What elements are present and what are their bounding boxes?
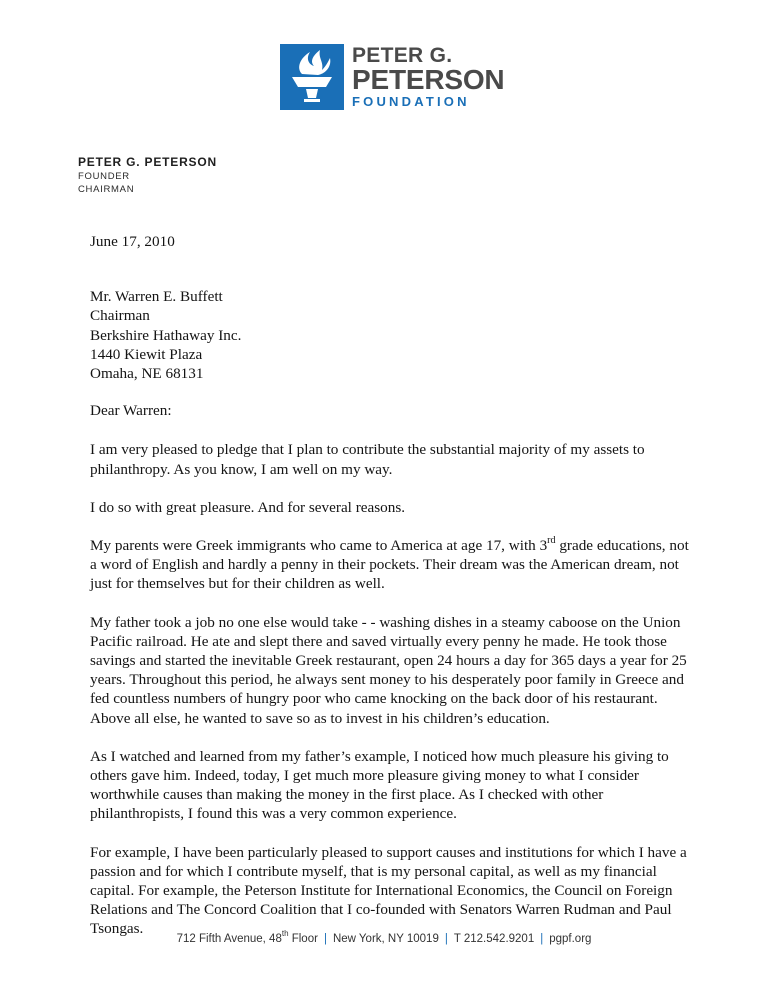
letter-date: June 17, 2010 [90,233,175,250]
torch-icon [280,44,344,110]
paragraph-3-start: My parents were Greek immigrants who came to America at age 17, with 3 [90,537,548,555]
footer-separator: | [540,933,544,945]
ordinal-suffix: rd [547,534,556,546]
logo-line-1: PETER G. [352,44,453,67]
sender-block [78,154,217,196]
address-line: Chairman [90,307,150,325]
sender-title-founder: FOUNDER [78,171,130,182]
sender-name: PETER G. PETERSON [78,155,217,169]
footer-separator: | [444,933,448,945]
paragraph-5: As I watched and learned from my father’s example, I noticed how much pleasure his giving to others gave him. Indeed, today, I get much more pleasure giving money to what I consider worthwhile causes than making the money in the first place. As I checked with other philanthropists, I found this was a very common experience. [90,747,669,823]
salutation: Dear Warren: [90,402,172,420]
paragraph-3 [90,536,690,594]
paragraph-4: My father took a job no one else would take - - washing dishes in a steamy caboose on the Union Pacific railroad. He ate and slept there and saved virtually every penny he made. He took those savings and started the inevitable Greek restaurant, open 24 hours a day for 365 days a year for 25 years. Throughout this period, he always sent money to his desperately poor family in Greece and fed countless numbers of hungry poor who came knocking on the back door of his restaurant. Above all else, he wanted to save so as to invest in his children’s education. [90,613,687,727]
footer-address-start: 712 Fifth Avenue, 48 [176,933,282,945]
address-line: 1440 Kiewit Plaza [90,345,203,363]
letter-body [90,232,690,958]
footer-ordinal: th [281,929,289,939]
footer-phone: T 212.542.9201 [453,933,535,945]
letterhead-footer [0,929,768,945]
address-line: Mr. Warren E. Buffett [90,288,223,306]
logo-line-3: FOUNDATION [352,94,470,109]
footer-address [176,929,318,945]
paragraph-3-end: grade educations, not a word of English and hardly a penny in their pockets. Their dream was the American dream, not just for themselves but for their children as well. [90,537,689,593]
sender-title-chairman: CHAIRMAN [78,184,135,195]
address-line: Omaha, NE 68131 [90,365,204,383]
footer-city: New York, NY 10019 [332,933,439,945]
paragraph-2: I do so with great pleasure. And for several reasons. [90,498,406,516]
paragraph-6: For example, I have been particularly pleased to support causes and institutions for which I have a passion and for which I contribute myself, that is my personal capital, as well as my financial capital. For example, the Peterson Institute for International Economics, the Council on Foreign Relations and The Concord Coalition that I co-founded with Senators Warren Rudman and Paul Tsongas. [90,843,687,938]
recipient-address [90,287,690,383]
logo-line-2: PETERSON [352,64,505,95]
paragraph-1: I am very pleased to pledge that I plan to contribute the substantial majority of my assets to philanthropy. As you know, I am well on my way. [90,441,645,478]
address-line: Berkshire Hathaway Inc. [90,326,242,344]
footer-address-end: Floor [288,933,318,945]
footer-website[interactable]: pgpf.org [549,933,592,945]
footer-separator: | [323,933,327,945]
